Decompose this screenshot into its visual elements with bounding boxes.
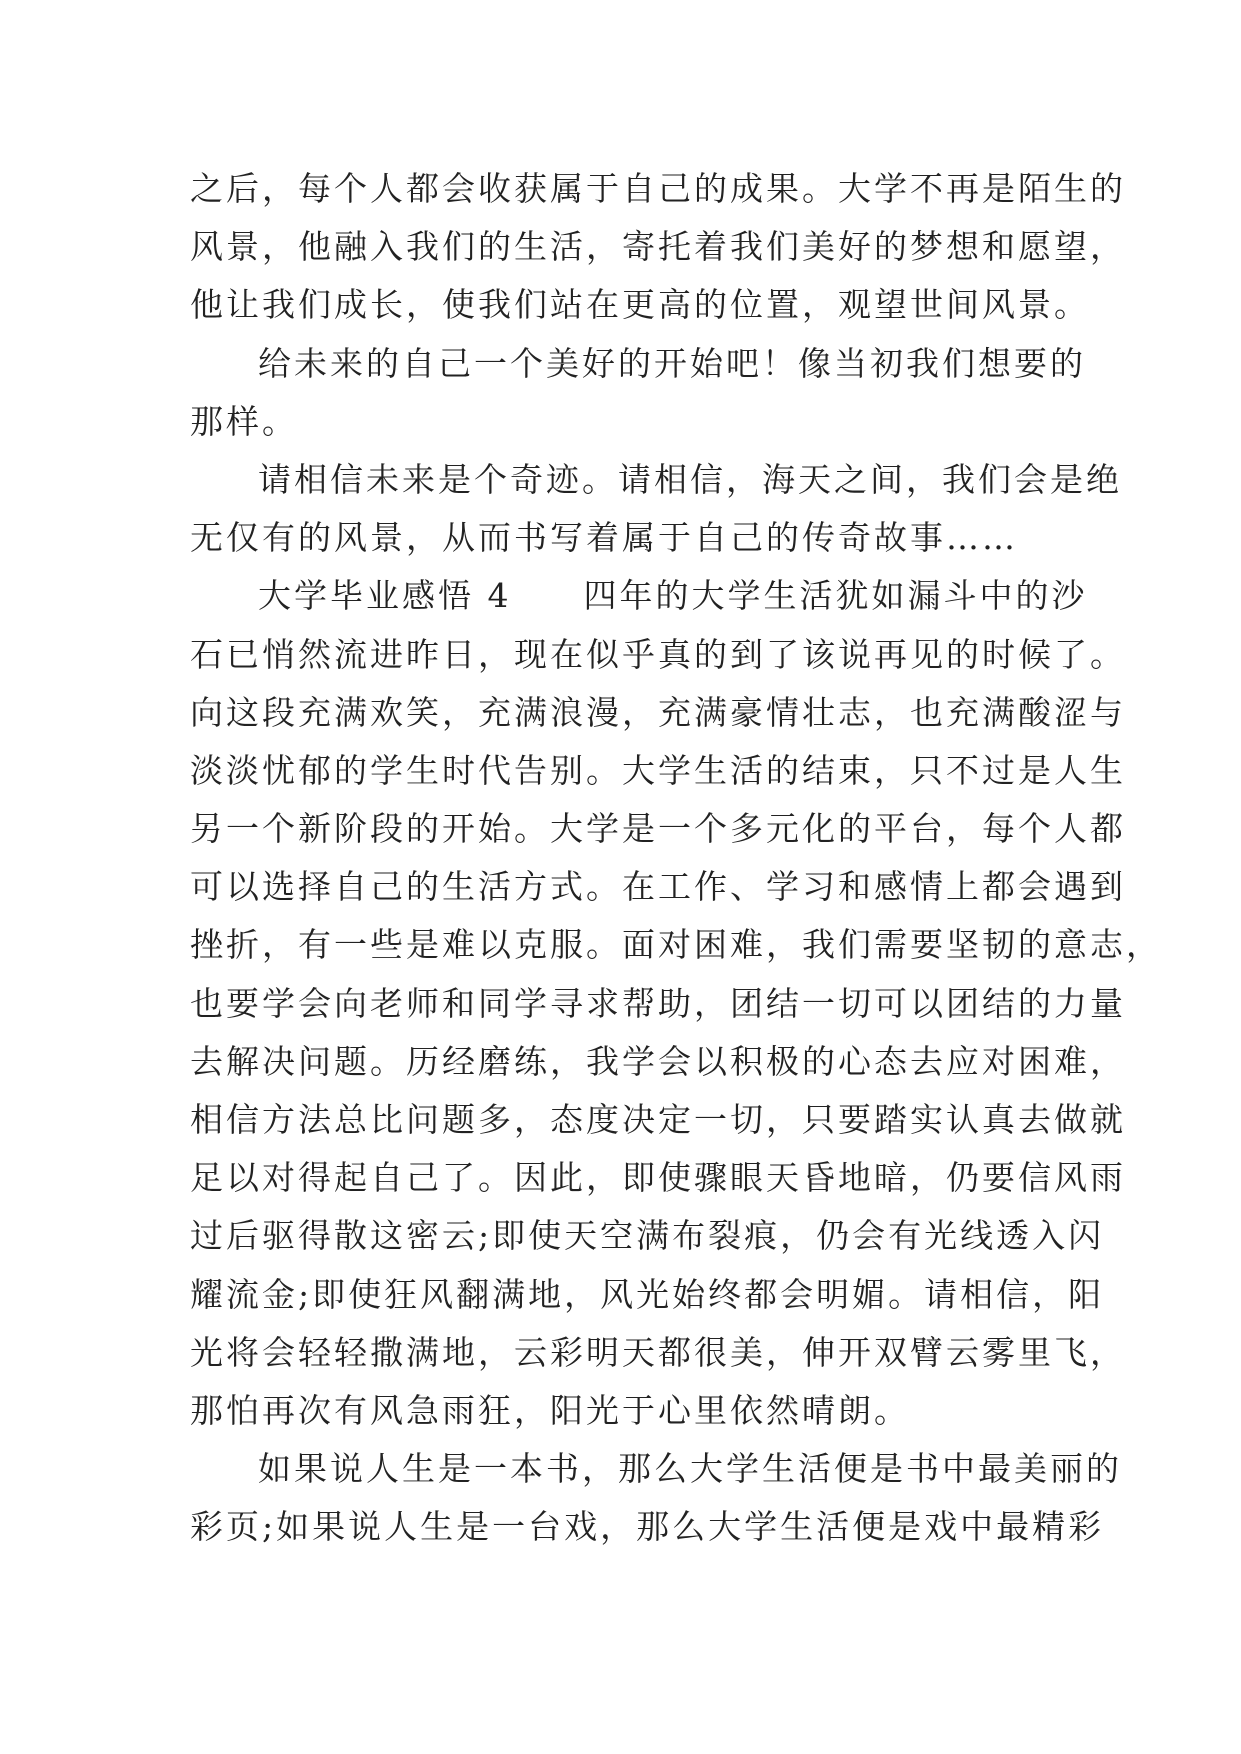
text-line: 淡淡忧郁的学生时代告别。大学生活的结束，只不过是人生 <box>190 750 1126 790</box>
text-line: 可以选择自己的生活方式。在工作、学习和感情上都会遇到 <box>190 867 1126 907</box>
text-line: 另一个新阶段的开始。大学是一个多元化的平台，每个人都 <box>190 809 1126 849</box>
text-line: 大学毕业感悟 4 四年的大学生活犹如漏斗中的沙 <box>258 576 1088 616</box>
text-line: 相信方法总比问题多，态度决定一切，只要踏实认真去做就 <box>190 1100 1126 1139</box>
document-body <box>190 160 1162 1557</box>
text-line: 无仅有的风景，从而书写着属于自己的传奇故事…… <box>190 518 1018 558</box>
text-line: 也要学会向老师和同学寻求帮助，团结一切可以团结的力量 <box>190 983 1126 1023</box>
text-line: 过后驱得散这密云;即使天空满布裂痕，仍会有光线透入闪 <box>190 1216 1105 1256</box>
text-line: 光将会轻轻撒满地，云彩明天都很美，伸开双臂云雾里飞， <box>190 1332 1126 1372</box>
text-line: 挫折，有一些是难以克服。面对困难，我们需要坚韧的意志， <box>190 925 1162 965</box>
text-line: 足以对得起自己了。因此，即使骤眼天昏地暗，仍要信风雨 <box>190 1158 1126 1198</box>
text-line: 给未来的自己一个美好的开始吧！像当初我们想要的 <box>258 343 1086 383</box>
text-line: 耀流金;即使狂风翻满地，风光始终都会明媚。请相信，阳 <box>190 1274 1105 1314</box>
text-line: 那怕再次有风急雨狂，阳光于心里依然晴朗。 <box>190 1390 910 1430</box>
text-line: 之后，每个人都会收获属于自己的成果。大学不再是陌生的 <box>190 169 1126 208</box>
text-line: 去解决问题。历经磨练，我学会以积极的心态去应对困难， <box>190 1041 1126 1081</box>
text-line: 请相信未来是个奇迹。请相信，海天之间，我们会是绝 <box>258 459 1122 499</box>
text-line: 石已悄然流进昨日，现在似乎真的到了该说再见的时候了。 <box>190 634 1126 674</box>
text-line: 他让我们成长，使我们站在更高的位置，观望世间风景。 <box>190 285 1090 325</box>
text-line: 如果说人生是一本书，那么大学生活便是书中最美丽的 <box>258 1449 1122 1489</box>
text-line: 风景，他融入我们的生活，寄托着我们美好的梦想和愿望， <box>190 227 1126 267</box>
text-line: 向这段充满欢笑，充满浪漫，充满豪情壮志，也充满酸涩与 <box>190 692 1126 732</box>
text-line: 那样。 <box>190 401 298 441</box>
text-line: 彩页;如果说人生是一台戏，那么大学生活便是戏中最精彩 <box>190 1507 1105 1547</box>
